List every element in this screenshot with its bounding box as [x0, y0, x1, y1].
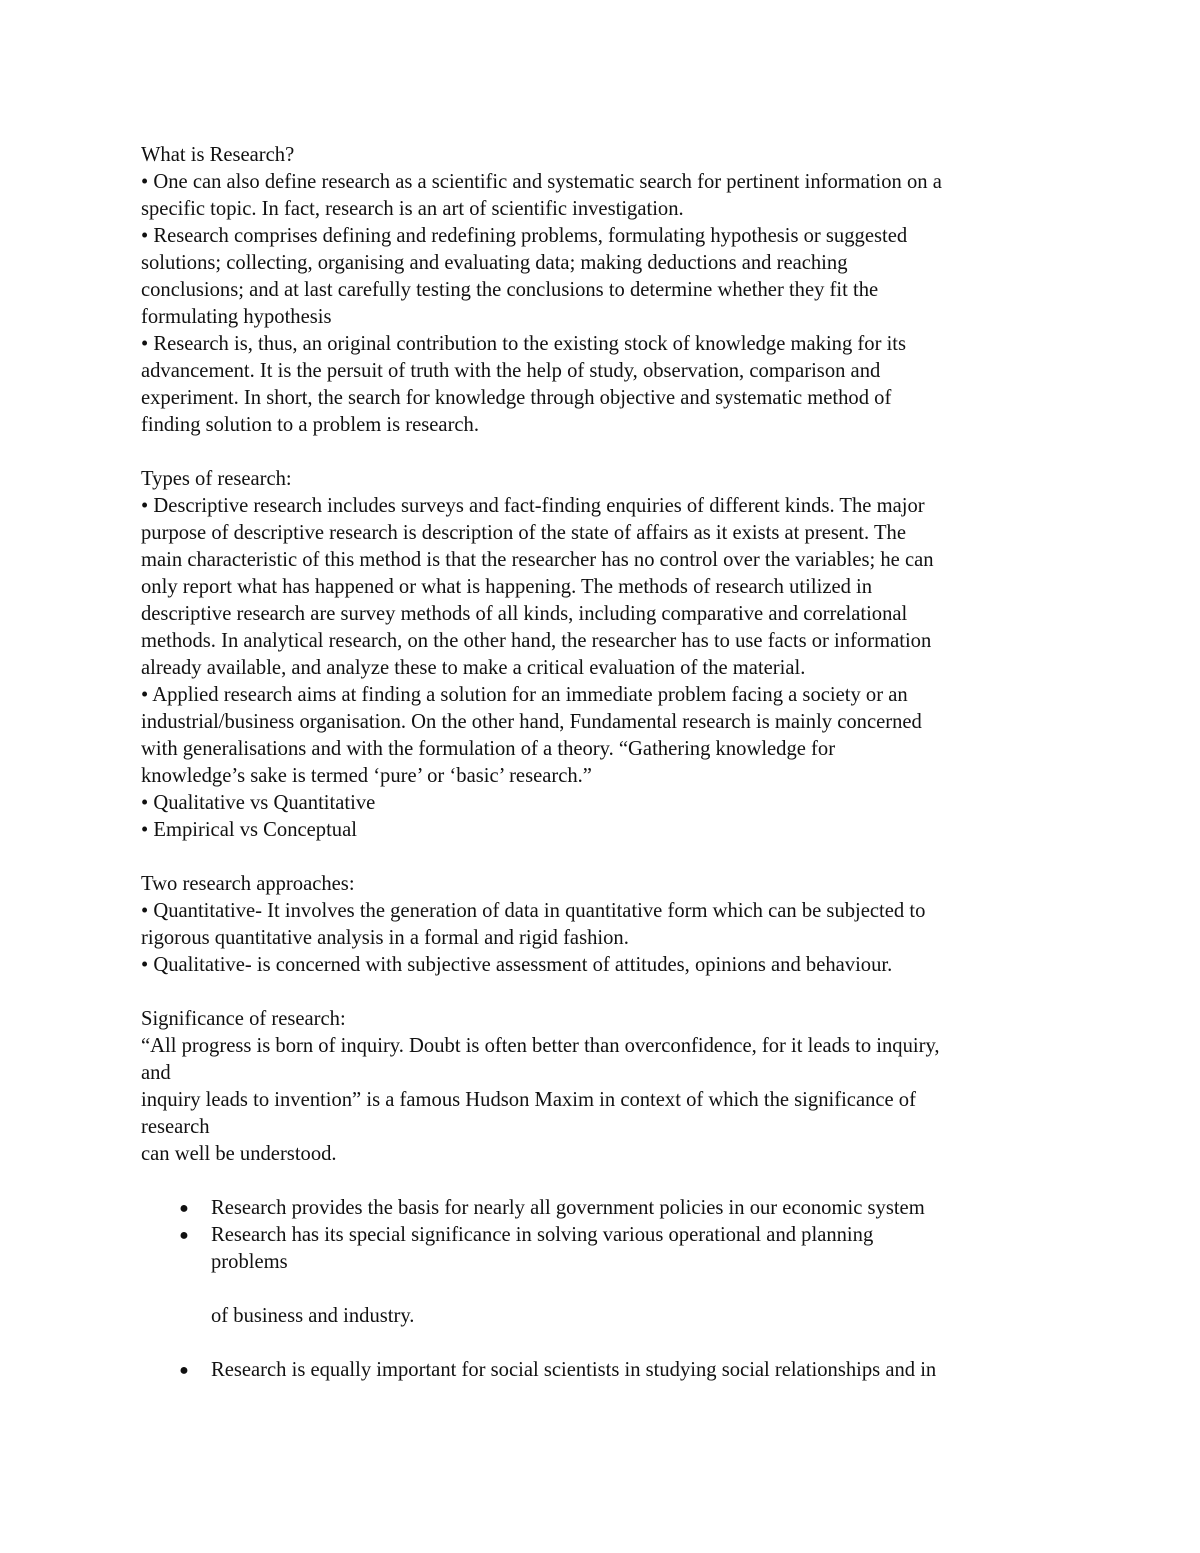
paragraph-line: • Descriptive research includes surveys and fact-finding enquiries of different kinds. The major: [141, 495, 925, 517]
paragraph-line: main characteristic of this method is that the researcher has no control over the variables; he can: [141, 549, 934, 571]
spacer: [141, 1330, 1071, 1357]
spacer: [141, 439, 1071, 466]
paragraph-line: rigorous quantitative analysis in a formal and rigid fashion.: [141, 927, 629, 949]
bullet-dot-icon: ●: [179, 1200, 189, 1217]
list-item-text: problems: [211, 1251, 288, 1273]
paragraph-line: • Qualitative vs Quantitative: [141, 792, 376, 814]
paragraph-line: • Research comprises defining and redefining problems, formulating hypothesis or suggested: [141, 225, 908, 247]
quote-line: inquiry leads to invention” is a famous Hudson Maxim in context of which the significance of: [141, 1089, 916, 1111]
section-heading-what-is-research: What is Research?: [141, 144, 295, 166]
significance-bullet-list-continued: [141, 1357, 1071, 1384]
paragraph-line: purpose of descriptive research is description of the state of affairs as it exists at present. The: [141, 522, 906, 544]
section-heading-types-of-research: Types of research:: [141, 468, 292, 490]
paragraph-line: already available, and analyze these to make a critical evaluation of the material.: [141, 657, 806, 679]
quote-line: “All progress is born of inquiry. Doubt is often better than overconfidence, for it leads to inquiry,: [141, 1035, 940, 1057]
paragraph-line: • Research is, thus, an original contribution to the existing stock of knowledge making for its: [141, 333, 907, 355]
paragraph-line: methods. In analytical research, on the other hand, the researcher has to use facts or information: [141, 630, 932, 652]
paragraph-line: • Qualitative- is concerned with subjective assessment of attitudes, opinions and behaviour.: [141, 954, 893, 976]
paragraph-line: descriptive research are survey methods of all kinds, including comparative and correlational: [141, 603, 908, 625]
list-item-text: Research provides the basis for nearly all government policies in our economic system: [211, 1197, 925, 1219]
section-heading-two-research-approaches: Two research approaches:: [141, 873, 355, 895]
paragraph-line: with generalisations and with the formulation of a theory. “Gathering knowledge for: [141, 738, 836, 760]
spacer: [141, 1276, 1071, 1303]
list-item: [141, 1357, 1071, 1384]
paragraph-line: • One can also define research as a scientific and systematic search for pertinent information on a: [141, 171, 942, 193]
significance-bullet-list: [141, 1195, 1071, 1276]
list-item: [141, 1222, 1071, 1276]
bullet-dot-icon: ●: [179, 1362, 189, 1379]
paragraph-line: advancement. It is the persuit of truth with the help of study, observation, comparison and: [141, 360, 881, 382]
list-item-text: Research is equally important for social scientists in studying social relationships and in: [211, 1359, 937, 1381]
paragraph-line: conclusions; and at last carefully testing the conclusions to determine whether they fit the: [141, 279, 879, 301]
quote-line: and: [141, 1062, 171, 1084]
paragraph-line: finding solution to a problem is research.: [141, 414, 480, 436]
section-heading-significance-of-research: Significance of research:: [141, 1008, 346, 1030]
list-item-text: Research has its special significance in solving various operational and planning: [211, 1224, 874, 1246]
paragraph-line: • Empirical vs Conceptual: [141, 819, 357, 841]
paragraph-line: industrial/business organisation. On the other hand, Fundamental research is mainly concerned: [141, 711, 922, 733]
bullet-dot-icon: ●: [179, 1227, 189, 1244]
paragraph-line: • Applied research aims at finding a solution for an immediate problem facing a society or an: [141, 684, 908, 706]
quote-line: research: [141, 1116, 210, 1138]
paragraph-line: formulating hypothesis: [141, 306, 332, 328]
quote-line: can well be understood.: [141, 1143, 337, 1165]
spacer: [141, 979, 1071, 1006]
paragraph-line: solutions; collecting, organising and evaluating data; making deductions and reaching: [141, 252, 848, 274]
paragraph-line: only report what has happened or what is happening. The methods of research utilized in: [141, 576, 873, 598]
paragraph-line: specific topic. In fact, research is an art of scientific investigation.: [141, 198, 684, 220]
spacer: [141, 844, 1071, 871]
paragraph-line: experiment. In short, the search for knowledge through objective and systematic method of: [141, 387, 892, 409]
paragraph-line: • Quantitative- It involves the generation of data in quantitative form which can be subjected to: [141, 900, 926, 922]
list-item: [141, 1195, 1071, 1222]
continuation-line: of business and industry.: [211, 1305, 415, 1327]
paragraph-line: knowledge’s sake is termed ‘pure’ or ‘basic’ research.”: [141, 765, 592, 787]
document-page: [141, 142, 1071, 1384]
